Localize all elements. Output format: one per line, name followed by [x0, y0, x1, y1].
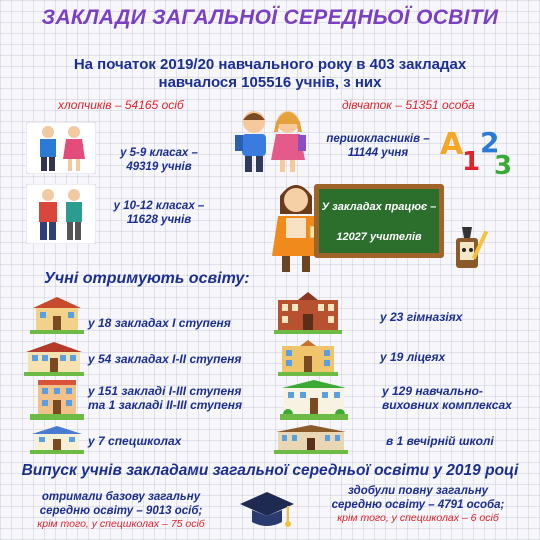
intro-line-2: навчалося 105516 учнів, з них — [158, 74, 382, 91]
graduation-cap-icon — [238, 486, 296, 538]
grades-5-9 — [100, 146, 218, 174]
grades-10-12 — [100, 199, 218, 227]
graduation-basic-line-1: отримали базову загальну — [41, 491, 201, 503]
pencil-character-icon — [444, 224, 496, 276]
grades-10-12-label: у 10-12 класах – — [113, 200, 205, 212]
first-graders-value: 11144 учня — [347, 147, 409, 159]
school-item-left-3 — [88, 384, 242, 412]
graduation-basic-line-3: крім того, у спецшколах – 75 осіб — [37, 518, 205, 530]
girls-count: дівчаток – 51351 особа — [342, 98, 475, 112]
school-building-icon — [30, 378, 84, 420]
school-item-left-4-text: у 7 спецшколах — [88, 434, 182, 448]
school-item-right-4-text: в 1 вечірній школі — [386, 434, 494, 448]
chalkboard — [314, 184, 444, 258]
grades-5-9-label: у 5-9 класах – — [120, 147, 198, 159]
graduation-basic — [6, 490, 236, 530]
school-item-left-2 — [88, 352, 241, 366]
school-item-right-3-text-2: виховних комплексах — [382, 398, 512, 412]
school-item-left-4 — [88, 434, 181, 448]
school-building-icon — [274, 292, 342, 334]
graduation-full-line-2: середню освіту – 4791 особа; — [331, 499, 505, 511]
boys-count: хлопчиків – 54165 осіб — [58, 98, 184, 112]
graduation-full-line-1: здобули повну загальну — [347, 485, 489, 497]
school-item-left-2-text: у 54 закладах І-ІІ ступеня — [88, 352, 242, 366]
school-item-right-3 — [382, 384, 512, 412]
abc-123-icon — [436, 114, 516, 178]
graduation-full-line-3: крім того, у спецшколах – 6 осіб — [337, 512, 499, 524]
graduation-full — [300, 484, 536, 524]
school-item-right-2-text: у 19 ліцеях — [380, 350, 446, 364]
first-graders — [322, 132, 434, 160]
intro-text — [0, 56, 540, 92]
svg-text:1: 1 — [462, 147, 481, 177]
grades-10-12-value: 11628 учнів — [126, 214, 192, 226]
grades-5-9-value: 49319 учнів — [126, 161, 192, 173]
svg-text:3: 3 — [494, 151, 513, 178]
school-building-icon — [30, 424, 84, 454]
students-couple-icon — [226, 108, 316, 176]
school-building-icon — [280, 378, 348, 420]
school-item-left-1 — [88, 316, 231, 330]
page-title: ЗАКЛАДИ ЗАГАЛЬНОЇ СЕРЕДНЬОЇ ОСВІТИ — [41, 6, 499, 29]
school-item-left-3-text-2: та 1 закладі ІІ-ІІІ ступеня — [88, 398, 243, 412]
intro-line-1: На початок 2019/20 навчального року в 403 закладах — [73, 56, 467, 73]
first-graders-label: першокласників – — [326, 133, 430, 145]
school-item-right-2 — [380, 350, 445, 364]
svg-text:A: A — [440, 127, 464, 162]
graduation-heading: Випуск учнів закладами загальної середньої освіти у 2019 році — [21, 462, 519, 479]
students-5-9-icon — [26, 122, 96, 174]
school-item-left-3-text: у 151 закладі І-ІІІ ступеня — [88, 384, 242, 398]
school-building-icon — [30, 294, 84, 334]
school-item-right-4 — [386, 434, 494, 448]
school-building-icon — [24, 340, 84, 376]
education-heading: Учні отримують освіту: — [44, 270, 250, 287]
school-item-right-3-text: у 129 навчально- — [382, 384, 483, 398]
svg-text:2: 2 — [480, 126, 500, 159]
school-building-icon — [274, 424, 348, 454]
students-10-12-icon — [26, 184, 96, 244]
school-item-left-1-text: у 18 закладах І ступеня — [88, 316, 231, 330]
school-item-right-1-text: у 23 гімназіях — [380, 310, 463, 324]
school-building-icon — [278, 340, 338, 376]
graduation-basic-line-2: середню освіту – 9013 осіб; — [39, 505, 203, 517]
school-item-right-1 — [380, 310, 462, 324]
board-line-1: У закладах працює – — [321, 201, 437, 213]
board-line-2: 12027 учителів — [336, 231, 422, 243]
